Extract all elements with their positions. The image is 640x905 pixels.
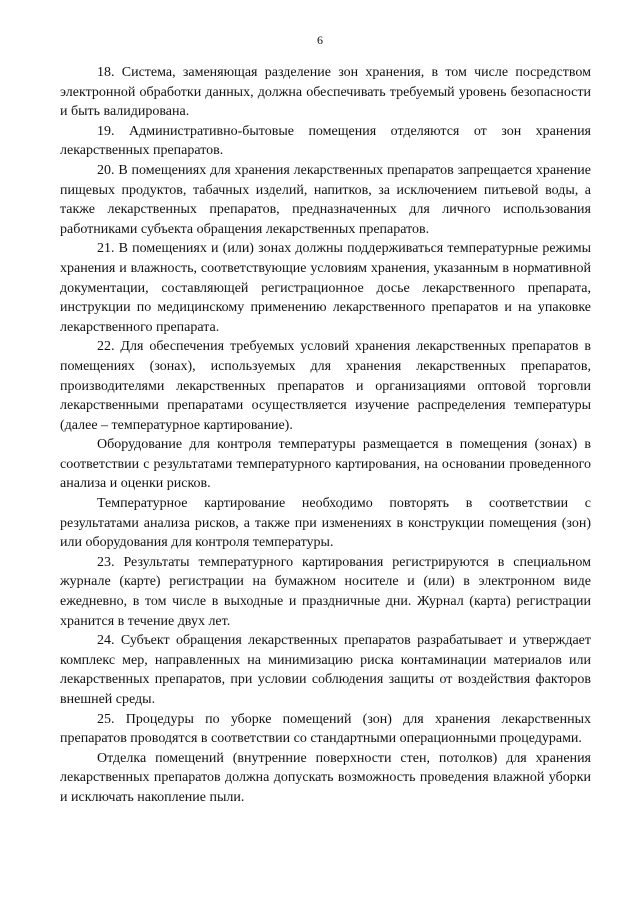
paragraph-25-finishing: Отделка помещений (внутренние поверхности стен, потолков) для хранения лекарственных препаратов должна допускать возможность проведения влажной уборки и исключать накопление пыли. [60, 750, 591, 805]
paragraph-22-equipment: Оборудование для контроля температуры размещается в помещения (зонах) в соответствии с результатами температурного картирования, на основании проведенного анализа и оценки рисков. [60, 437, 591, 492]
paragraph-20: 20. В помещениях для хранения лекарственных препаратов запрещается хранение пищевых продуктов, табачных изделий, напитков, за исключением питьевой воды, а также лекарственных препаратов, предназначенных для личного использования работниками субъекта обращения лекарственных препаратов. [60, 162, 591, 237]
paragraph-21: 21. В помещениях и (или) зонах должны поддерживаться температурные режимы хранения и влажность, соответствующие условиям хранения, указанным в нормативной документации, составляющей регистрационное досье лекарственного препарата, инструкции по медицинскому применению лекарственного препаратов и на упаковке лекарственного препарата. [60, 241, 591, 335]
paragraph-22-repeat-mapping: Температурное картирование необходимо повторять в соответствии с результатами анализа рисков, а также при изменениях в конструкции помещения (зон) или оборудования для контроля температуры. [60, 496, 591, 551]
document-body [60, 63, 591, 808]
paragraph-18: 18. Система, заменяющая разделение зон хранения, в том числе посредством электронной обработки данных, должна обеспечивать требуемый уровень безопасности и быть валидирована. [60, 65, 591, 120]
paragraph-22: 22. Для обеспечения требуемых условий хранения лекарственных препаратов в помещениях (зонах), используемых для хранения лекарственных препаратов, производителями лекарственных препаратов и организациями оптовой торговли лекарственными препаратами осуществляется изучение распределения температуры (далее – температурное картирование). [60, 339, 591, 433]
paragraph-25: 25. Процедуры по уборке помещений (зон) для хранения лекарственных препаратов проводятся в соответствии со стандартными операционными процедурами. [60, 711, 591, 747]
page-number: 6 [317, 33, 323, 47]
paragraph-19: 19. Административно-бытовые помещения отделяются от зон хранения лекарственных препаратов. [60, 123, 591, 159]
paragraph-24: 24. Субъект обращения лекарственных препаратов разрабатывает и утверждает комплекс мер, направленных на минимизацию риска контаминации материалов или лекарственных препаратов, при условии соблюдения защиты от воздействия факторов внешней среды. [60, 633, 591, 707]
paragraph-23: 23. Результаты температурного картирования регистрируются в специальном журнале (карте) регистрации на бумажном носителе и (или) в электронном виде ежедневно, в том числе в выходные и праздничные дни. Журнал (карта) регистрации хранится в течение двух лет. [60, 554, 591, 629]
